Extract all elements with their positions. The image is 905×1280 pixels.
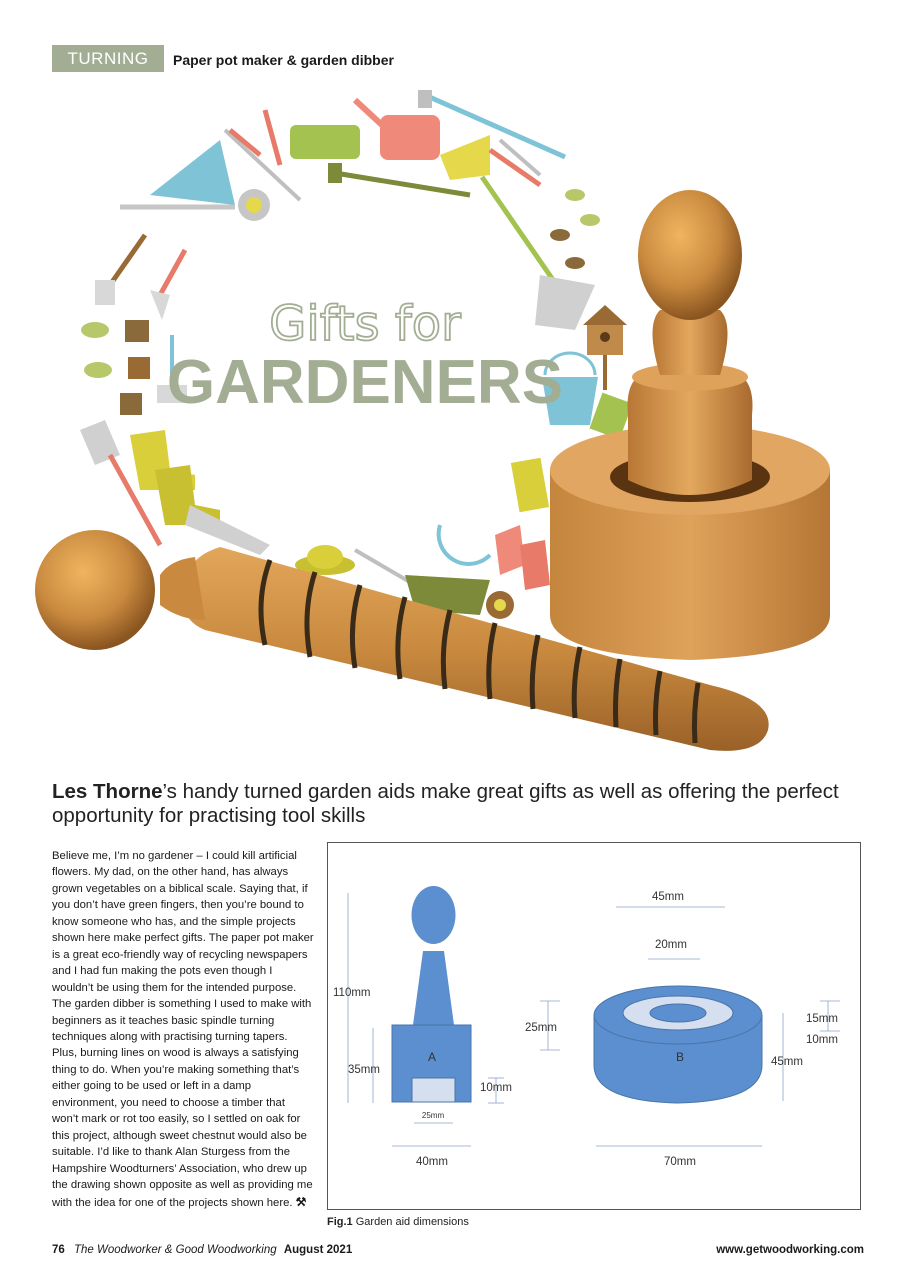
spray-bottle-icon: [440, 135, 490, 180]
dim-b-left-depth: 25mm: [525, 1022, 557, 1034]
dim-a-height: 110mm: [333, 987, 371, 999]
leaf-sprigs-icon: [550, 189, 600, 269]
trowel-icon: [150, 250, 185, 320]
plant-pots-icon: [81, 320, 150, 415]
saw-icon: [185, 505, 270, 555]
watering-can-icon: [355, 100, 440, 160]
dim-a-base-height: 35mm: [348, 1064, 380, 1076]
dim-b-inner-depth: 15mm: [806, 1013, 838, 1025]
hoe-small-icon: [355, 550, 415, 585]
shears-icon: [225, 110, 300, 200]
sickle-icon: [439, 525, 490, 564]
standfirst: [52, 780, 852, 828]
sun-hat-icon: [295, 545, 355, 575]
dim-b-width: 70mm: [664, 1156, 696, 1168]
part-a-drawing: [392, 886, 471, 1102]
page-footer: [52, 1244, 864, 1256]
dim-b-rim-depth: 10mm: [806, 1034, 838, 1046]
shovel-icon: [418, 90, 565, 157]
dim-a-width: 40mm: [416, 1156, 448, 1168]
page-number: 76: [52, 1244, 65, 1256]
part-b-label: B: [675, 1050, 685, 1064]
seed-packet-right-icon: [511, 458, 549, 512]
dim-a-hole-height: 10mm: [480, 1082, 512, 1094]
hero-main-title: GARDENERS: [166, 348, 564, 417]
body-column: [52, 848, 314, 1211]
dim-b-inner-width: 20mm: [655, 939, 687, 951]
website-link[interactable]: www.getwoodworking.com: [716, 1244, 864, 1256]
body-paragraph: Believe me, I’m no gardener – I could kill artificial flowers. My dad, on the other hand, has always grown vegetables on a biblical scale. Saying that, if you don’t have green fingers, then you’re bound to know someone who has, and the simple projects shown here make perfect gifts. The paper pot maker is a great eco-friendly way of recycling newspapers and I had fun making the pots even though I wouldn’t be using them for the intended purpose. The garden dibber is something I used to make with beginners as it teaches basic spindle turning techniques along with practising turning tapers. Plus, burning lines on wood is always a satisfying thing to do. When you’re making something that’s either going to be used or left in a damp environment, you need to choose a timber that won’t mark or rot too easily, so I settled on oak for this project, although sweet chestnut would also be suitable. I’d like to thank Alan Sturgess from the Hampshire Woodturners’ Association, who drew up the drawing shown opposite as well as providing me with the idea for one of the projects shown here.: [52, 850, 314, 1209]
issue-date: August 2021: [283, 1244, 353, 1256]
part-b-drawing: [594, 986, 762, 1103]
crossed-tools-icon: ⚒: [295, 1194, 307, 1209]
dim-b-outer-width: 45mm: [652, 891, 684, 903]
gardening-gloves-icon: [495, 525, 550, 590]
author-name: Les Thorne: [52, 780, 163, 803]
article-section-title: Paper pot maker & garden dibber: [173, 52, 394, 68]
dim-b-height: 45mm: [771, 1056, 803, 1068]
hand-fork-icon: [95, 235, 145, 305]
dim-a-hole-width: 25mm: [421, 1111, 445, 1120]
part-a-label: A: [427, 1050, 437, 1064]
figure-caption-label: Fig.1: [327, 1216, 353, 1228]
hero-script-title: Gifts for: [269, 296, 461, 352]
magazine-name: The Woodworker & Good Woodworking: [74, 1244, 277, 1256]
standfirst-text: ’s handy turned garden aids make great gifts as well as offering the perfect opportunity for practising tool skills: [52, 780, 839, 827]
hero-illustration: [20, 85, 890, 775]
hose-icon: [290, 125, 360, 159]
section-tag: TURNING: [52, 45, 164, 72]
dimension-diagram: [327, 842, 861, 1210]
figure-caption: [327, 1216, 469, 1228]
figure-caption-text: Garden aid dimensions: [355, 1216, 469, 1228]
pruners-icon: [490, 140, 540, 185]
